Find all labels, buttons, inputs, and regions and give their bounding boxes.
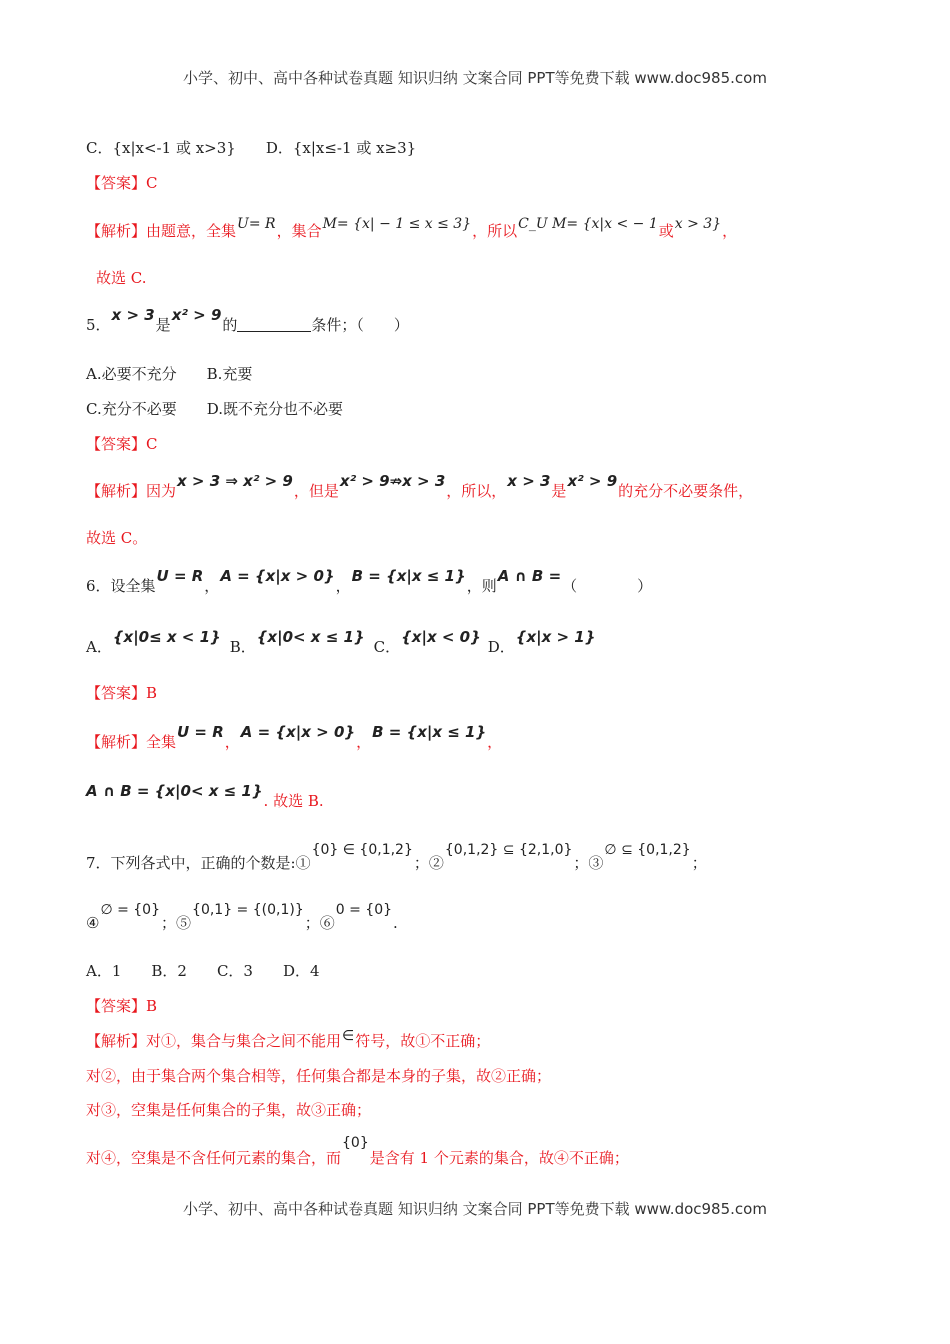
q5-stem <box>86 306 876 334</box>
formula: x > 3 ⇒ x² > 9 <box>177 472 293 490</box>
formula: M= {x| − 1 ≤ x ≤ 3} <box>322 216 472 232</box>
formula: A ∩ B = <box>497 567 562 585</box>
answer-value: B <box>146 684 158 702</box>
q5-analysis <box>86 472 876 500</box>
formula: A = {x|x > 0} <box>220 567 335 585</box>
q7-analysis-2: 对②，由于集合两个集合相等，任何集合都是本身的子集，故②正确； <box>86 1067 552 1085</box>
formula: B = {x|x ≤ 1} <box>372 723 487 741</box>
text: . <box>393 914 398 932</box>
text: 对④，空集是不含任何元素的集合，而 <box>86 1149 342 1167</box>
q4-options: C．{x|x<-1 或 x>3} D．{x|x≤-1 或 x≥3} <box>86 139 417 157</box>
formula: U= R <box>237 216 276 232</box>
formula: {x|0< x ≤ 1} <box>256 628 365 646</box>
text: ，集合 <box>276 222 322 240</box>
text: 符号，故①不正确； <box>355 1032 491 1050</box>
q5-answer <box>86 437 876 452</box>
option-label: D． <box>487 638 515 656</box>
analysis-tag: 【解析】 <box>86 222 147 240</box>
text: 因为 <box>146 482 177 500</box>
text: ，所以 <box>472 222 518 240</box>
answer-blank <box>237 331 311 332</box>
q7-stem-line2 <box>86 902 876 932</box>
text: 全集 <box>146 733 177 751</box>
analysis-tag: 【解析】 <box>86 482 147 500</box>
page-header: 小学、初中、高中各种试卷真题 知识归纳 文案合同 PPT等免费下载 www.doc985.com <box>183 69 767 87</box>
q7-answer <box>86 999 876 1014</box>
q7-stem-line1 <box>86 842 876 872</box>
formula: U = R <box>156 567 204 585</box>
q7-options: A．1 B．2 C．3 D．4 <box>86 962 320 980</box>
option-label: C． <box>373 638 401 656</box>
text: ，则 <box>466 577 497 595</box>
answer-tag: 【答案】 <box>86 684 147 702</box>
text: ；⑤ <box>161 914 192 932</box>
analysis-tag: 【解析】 <box>86 733 147 751</box>
text: 是含有 1 个元素的集合，故④不正确； <box>369 1149 629 1167</box>
answer-value: B <box>146 997 158 1015</box>
option-label: B． <box>229 638 256 656</box>
q6-stem <box>86 567 876 595</box>
formula: x² > 9⇏x > 3 <box>339 472 446 490</box>
text: ；⑥ <box>304 914 335 932</box>
formula: {x|0≤ x < 1} <box>112 628 221 646</box>
q7-analysis-1 <box>86 1028 876 1050</box>
formula: x² > 9 <box>171 306 222 324</box>
answer-tag: 【答案】 <box>86 435 147 453</box>
answer-tag: 【答案】 <box>86 174 147 192</box>
formula: ∅ = {0} <box>100 902 161 918</box>
text: 是 <box>155 316 171 334</box>
text: （ ） <box>562 577 653 595</box>
q7-analysis-3: 对③，空集是任何集合的子集，故③正确； <box>86 1101 372 1119</box>
formula: {0,1} = {(0,1)} <box>192 902 304 918</box>
formula: x > 3 <box>111 306 155 324</box>
text: 或 <box>658 222 674 240</box>
q4-answer <box>86 176 876 191</box>
formula: {0} ∈ {0,1,2} <box>311 842 413 858</box>
formula: ∅ ⊆ {0,1,2} <box>604 842 691 858</box>
text: ； <box>691 854 707 872</box>
formula: ∈ <box>342 1028 355 1044</box>
text: 对①，集合与集合之间不能用 <box>146 1032 342 1050</box>
formula: x > 3 <box>507 472 551 490</box>
question-number: 7．下列各式中，正确的个数是:① <box>86 854 311 872</box>
formula: C_U M= {x|x < − 1 <box>518 216 658 232</box>
answer-value: C <box>146 435 158 453</box>
q4-analysis <box>86 216 876 240</box>
q6-answer <box>86 686 876 701</box>
page-footer: 小学、初中、高中各种试卷真题 知识归纳 文案合同 PPT等免费下载 www.doc985.com <box>183 1200 767 1218</box>
q4-conclusion: 故选 C. <box>96 269 147 287</box>
text: ， <box>722 222 738 240</box>
formula: {0,1,2} ⊆ {2,1,0} <box>444 842 573 858</box>
text: ；② <box>413 854 444 872</box>
text: 是 <box>551 482 567 500</box>
answer-tag: 【答案】 <box>86 997 147 1015</box>
text: 条件；（ ） <box>311 316 409 334</box>
answer-value: C <box>146 174 158 192</box>
text: ， <box>356 733 372 751</box>
q6-analysis <box>86 723 876 751</box>
formula: {x|x < 0} <box>401 628 481 646</box>
text: 的 <box>222 316 238 334</box>
formula: x² > 9 <box>567 472 618 490</box>
formula: A ∩ B = {x|0< x ≤ 1} <box>86 782 263 800</box>
conclusion: . 故选 B. <box>263 792 324 810</box>
analysis-tag: 【解析】 <box>86 1032 147 1050</box>
text: 由题意，全集 <box>146 222 237 240</box>
q5-options-ab: A.必要不充分 B.充要 <box>86 365 253 383</box>
formula: {x|x > 1} <box>515 628 596 646</box>
text: ，所以， <box>446 482 507 500</box>
q6-analysis-result <box>86 782 876 810</box>
formula: 0 = {0} <box>335 902 393 918</box>
text: ， <box>335 577 351 595</box>
text: 的充分不必要条件， <box>618 482 754 500</box>
formula: {0} <box>342 1135 369 1151</box>
formula: B = {x|x ≤ 1} <box>351 567 466 585</box>
q5-conclusion: 故选 C。 <box>86 529 148 547</box>
text: ， <box>204 577 220 595</box>
formula: x > 3} <box>674 216 722 232</box>
option-label: A． <box>86 638 112 656</box>
question-number: 6．设全集 <box>86 577 156 595</box>
formula: A = {x|x > 0} <box>240 723 356 741</box>
formula: U = R <box>177 723 224 741</box>
text: ， <box>487 733 503 751</box>
question-number: 5． <box>86 316 111 334</box>
circle-number: ④ <box>86 914 100 932</box>
text: ，但是 <box>293 482 339 500</box>
text: ， <box>224 733 240 751</box>
q5-options-cd: C.充分不必要 D.既不充分也不必要 <box>86 400 343 418</box>
q6-options <box>86 628 876 656</box>
text: ；③ <box>573 854 604 872</box>
q7-analysis-4 <box>86 1135 876 1167</box>
